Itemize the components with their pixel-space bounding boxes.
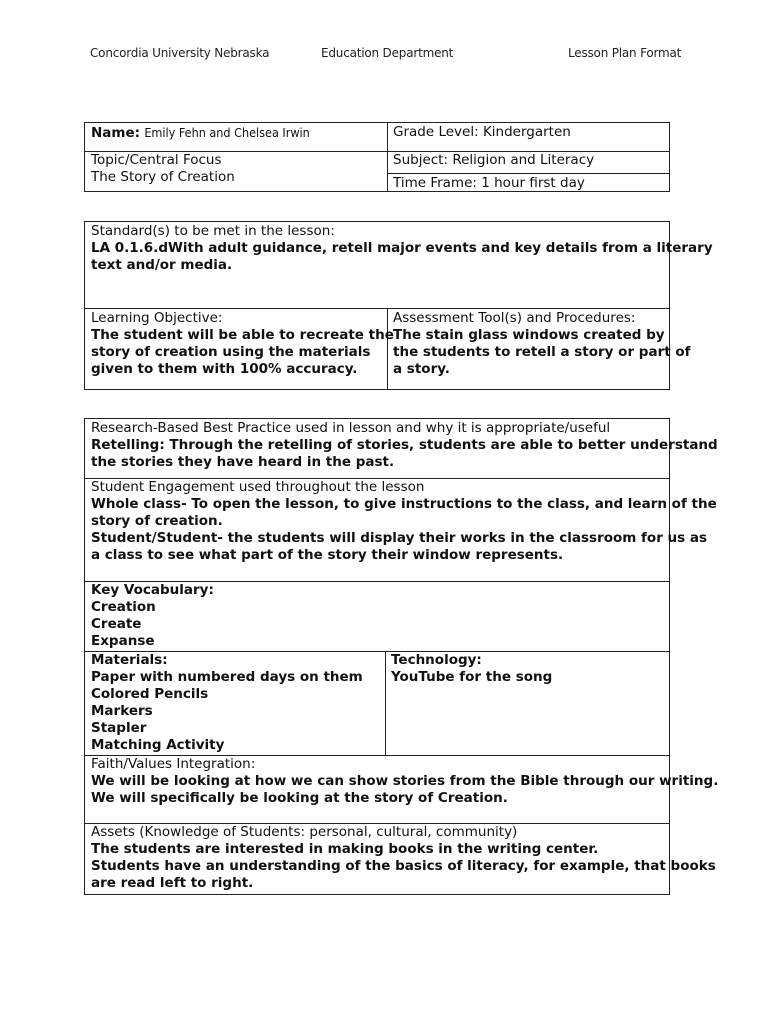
info-table xyxy=(84,122,670,192)
technology-item: YouTube for the song xyxy=(391,669,553,685)
objective-line-2: story of creation using the materials xyxy=(91,344,371,360)
objective-cell xyxy=(85,310,394,378)
faith-line-1: We will be looking at how we can show stories from the Bible through our writing. xyxy=(91,773,719,789)
objective-line-3: given to them with 100% accuracy. xyxy=(91,361,358,377)
materials-item: Markers xyxy=(91,703,153,719)
grade-value: Kindergarten xyxy=(482,124,571,140)
time-value: 1 hour first day xyxy=(481,175,585,191)
materials-label: Materials: xyxy=(91,652,168,668)
engagement-line-3: Student/Student- the students will display their works in the classroom for us as xyxy=(91,530,708,546)
research-line-1: Retelling: Through the retelling of stories, students are able to better understand xyxy=(91,437,718,453)
standards-line-2: text and/or media. xyxy=(91,257,233,273)
department-name: Education Department xyxy=(321,46,454,60)
materials-item: Stapler xyxy=(91,720,147,736)
university-name: Concordia University Nebraska xyxy=(90,46,270,60)
materials-cell xyxy=(85,652,385,754)
form-title: Lesson Plan Format xyxy=(568,46,682,60)
engagement-cell xyxy=(85,479,717,564)
faith-label: Faith/Values Integration: xyxy=(91,756,256,772)
assessment-line-3: a story. xyxy=(393,361,450,377)
engagement-line-1: Whole class- To open the lesson, to give instructions to the class, and learn of the xyxy=(91,496,717,512)
name-value: Emily Fehn and Chelsea Irwin xyxy=(144,125,310,140)
assets-line-1: The students are interested in making books in the writing center. xyxy=(91,841,599,857)
lesson-details-table xyxy=(84,418,719,895)
topic-value: The Story of Creation xyxy=(91,169,235,185)
materials-item: Paper with numbered days on them xyxy=(91,669,363,685)
research-cell xyxy=(85,420,718,471)
objective-line-1: The student will be able to recreate the xyxy=(91,327,394,343)
assessment-line-2: the students to retell a story or part of xyxy=(393,344,691,360)
standards-table xyxy=(84,221,713,390)
assets-cell xyxy=(85,824,716,892)
research-label: Research-Based Best Practice used in lesson and why it is appropriate/useful xyxy=(91,420,611,436)
vocabulary-label: Key Vocabulary: xyxy=(91,582,214,598)
subject-cell xyxy=(387,152,669,169)
materials-item: Colored Pencils xyxy=(91,686,209,702)
vocabulary-cell xyxy=(85,582,669,650)
assets-label: Assets (Knowledge of Students: personal, cultural, community) xyxy=(91,824,518,840)
technology-label: Technology: xyxy=(391,652,482,668)
subject-label: Subject: xyxy=(393,152,449,168)
engagement-line-2: story of creation. xyxy=(91,513,223,529)
grade-label: Grade Level: xyxy=(393,124,479,140)
name-label: Name: xyxy=(91,125,141,141)
vocabulary-word: Creation xyxy=(91,599,156,615)
assessment-line-1: The stain glass windows created by xyxy=(393,327,665,343)
engagement-label: Student Engagement used throughout the lesson xyxy=(91,479,425,495)
topic-label: Topic/Central Focus xyxy=(91,152,222,168)
name-cell xyxy=(85,124,387,142)
time-cell xyxy=(387,175,669,192)
materials-item: Matching Activity xyxy=(91,737,225,753)
standards-line-1: LA 0.1.6.dWith adult guidance, retell major events and key details from a literary xyxy=(91,240,713,256)
standards-label: Standard(s) to be met in the lesson: xyxy=(91,223,335,239)
subject-value: Religion and Literacy xyxy=(452,152,595,168)
assets-line-2: Students have an understanding of the basics of literacy, for example, that books xyxy=(91,858,716,874)
assessment-label: Assessment Tool(s) and Procedures: xyxy=(393,310,636,326)
assets-line-3: are read left to right. xyxy=(91,875,254,891)
grade-cell xyxy=(387,124,669,141)
technology-cell xyxy=(385,652,669,686)
faith-line-2: We will specifically be looking at the story of Creation. xyxy=(91,790,508,806)
objective-label: Learning Objective: xyxy=(91,310,223,326)
engagement-line-4: a class to see what part of the story their window represents. xyxy=(91,547,564,563)
time-label: Time Frame: xyxy=(393,175,477,191)
research-line-2: the stories they have heard in the past. xyxy=(91,454,395,470)
vocabulary-word: Expanse xyxy=(91,633,155,649)
assessment-cell xyxy=(387,310,691,378)
standards-cell xyxy=(85,223,713,274)
vocabulary-word: Create xyxy=(91,616,142,632)
faith-cell xyxy=(85,756,719,807)
topic-cell xyxy=(85,152,387,186)
